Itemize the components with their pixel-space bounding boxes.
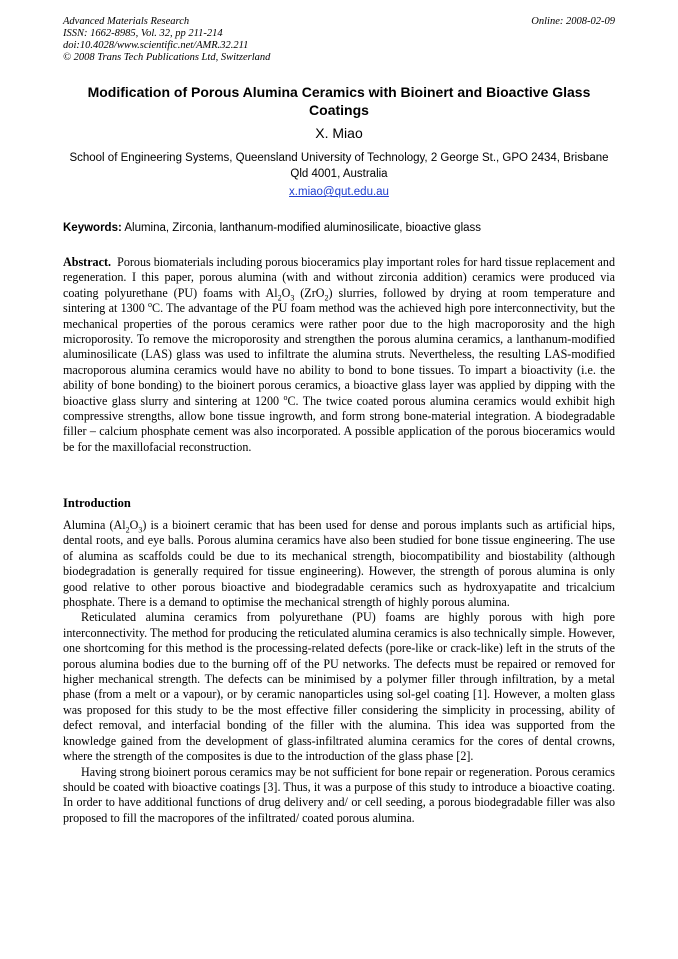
author-affiliation: School of Engineering Systems, Queensland University of Technology, 2 George St., GPO 2434, Brisbane Qld 4001, Australia	[69, 152, 609, 180]
online-date: Online: 2008-02-09	[531, 16, 615, 27]
abstract-text-6: C. The twice coated porous alumina ceramics would exhibit high compressive strengths, allow bone tissue ingrowth, and form strong bone-material integration. A biodegradable filler – calcium phosphate cement was also incorporated. A possible application of the porous bioceramics would be for the maxillofacial reconstruction.	[63, 393, 615, 454]
keywords-line	[63, 221, 615, 235]
abstract-text-3: (ZrO	[294, 285, 325, 300]
abstract-label: Abstract.	[63, 255, 112, 269]
abstract-sub-1: 2	[277, 293, 282, 303]
issn-line: ISSN: 1662-8985, Vol. 32, pp 211-214	[63, 28, 223, 39]
intro-p1-sub-2: 3	[138, 525, 143, 535]
paper-title: Modification of Porous Alumina Ceramics with Bioinert and Bioactive Glass Coatings	[87, 84, 591, 118]
intro-paragraph-2: Reticulated alumina ceramics from polyurethane (PU) foams are highly porous with high pore interconnectivity. The method for producing the reticulated alumina ceramics is also technically simple. However, one shortcoming for this method is the processing-related defects (pore-like or crack-like) left in the struts of the porous alumina bodies due to the burning off of the PU networks. The defects must be repaired or removed for higher mechanical strength. The defects can be minimised by a polymer filler through infiltration, by a metal phase (from a melt or a vapour), or by ceramic nanoparticles using sol-gel coating [1]. However, a molten glass was proposed for this study to be the most effective filler considering the simplicity in processing, ability of defect removal, and interfacial bonding of the filler with the alumina. This idea was supported from the knowledge gained from the development of glass-infiltrated alumina ceramics for the cores of dental crowns, where the strength of the composites is due to the introduction of the glass phase [2].	[63, 610, 615, 764]
abstract-sub-2: 3	[290, 293, 295, 303]
intro-paragraph-1	[63, 518, 615, 610]
abstract-text-1: Porous biomaterials including porous bioceramics play important roles for hard tissue replacement and regeneration. I this paper, porous alumina (with and without zirconia addition) ceramics were produced via coating polyurethane (PU) foams with Al	[63, 255, 615, 300]
journal-name: Advanced Materials Research	[63, 16, 190, 27]
doi-line: doi:10.4028/www.scientific.net/AMR.32.211	[63, 40, 249, 51]
journal-header	[63, 16, 615, 64]
email-link[interactable]: x.miao@qut.edu.au	[289, 186, 389, 198]
abstract-text-5: C. The advantage of the PU foam method was the achieved high pore interconnectivity, but the mechanical properties of the porous ceramics were rather poor due to the high macroporosity and the high microporosity. To remove the microporosity and strengthen the porous alumina ceramics, a lanthanum-modified aluminosilicate (LAS) glass was used to infiltrate the alumina struts. Nevertheless, the resulting LAS-modified macroporous alumina ceramics would have no ability to bond to bone tissues. To impart a bioactivity (i.e. the ability of bone bonding) to the bioinert porous ceramics, a bioactive glass layer was applied by dipping with the bioactive glass slurry and sintering at 1200	[63, 301, 615, 408]
keywords-label: Keywords:	[63, 222, 122, 234]
abstract-sup-1: o	[148, 300, 153, 310]
abstract-sup-2: o	[283, 392, 288, 402]
intro-p1-text-a: Alumina (Al	[63, 518, 126, 532]
introduction-section	[63, 518, 615, 826]
intro-p1-text-c: ) is a bioinert ceramic that has been used for dense and porous implants such as artificial hips, dental roots, and eye balls. Porous alumina ceramics have also been studied for bone tissue engineering. The use of alumina as scaffolds could be due to its mechanical strength, biocompatibility and biostability (although biodegradation is generally required for tissue engineering). However, the strength of porous alumina is only good relative to other porous bioactive and biodegradable ceramics such as hydroxyapatite and tricalcium phosphate. There is a demand to optimise the mechanical strength of highly porous alumina.	[63, 518, 616, 610]
abstract-sub-3: 2	[324, 293, 329, 303]
intro-p1-text-b: O	[129, 518, 139, 532]
author-name: X. Miao	[315, 125, 363, 141]
intro-paragraph-3: Having strong bioinert porous ceramics may be not sufficient for bone repair or regeneration. Porous ceramics should be coated with bioactive coatings [3]. Thus, it was a purpose of this study to introduce a bioactive coating. In order to have additional functions of drug delivery and/ or cell seeding, a porous biodegradable filler was also proposed to fill the macropores of the infiltrated/ coated porous alumina.	[63, 764, 615, 825]
abstract-section	[63, 255, 615, 455]
introduction-heading: Introduction	[63, 496, 131, 510]
intro-p1-sub-1: 2	[125, 525, 130, 535]
keywords-text: Alumina, Zirconia, lanthanum-modified aluminosilicate, bioactive glass	[124, 222, 482, 234]
copyright-line: © 2008 Trans Tech Publications Ltd, Switzerland	[63, 52, 271, 63]
abstract-text-2: O	[281, 285, 291, 300]
author-email	[63, 185, 615, 199]
abstract-paragraph	[63, 255, 615, 455]
abstract-text-4: ) slurries, followed by drying at room temperature and sintering at 1300	[63, 285, 616, 316]
